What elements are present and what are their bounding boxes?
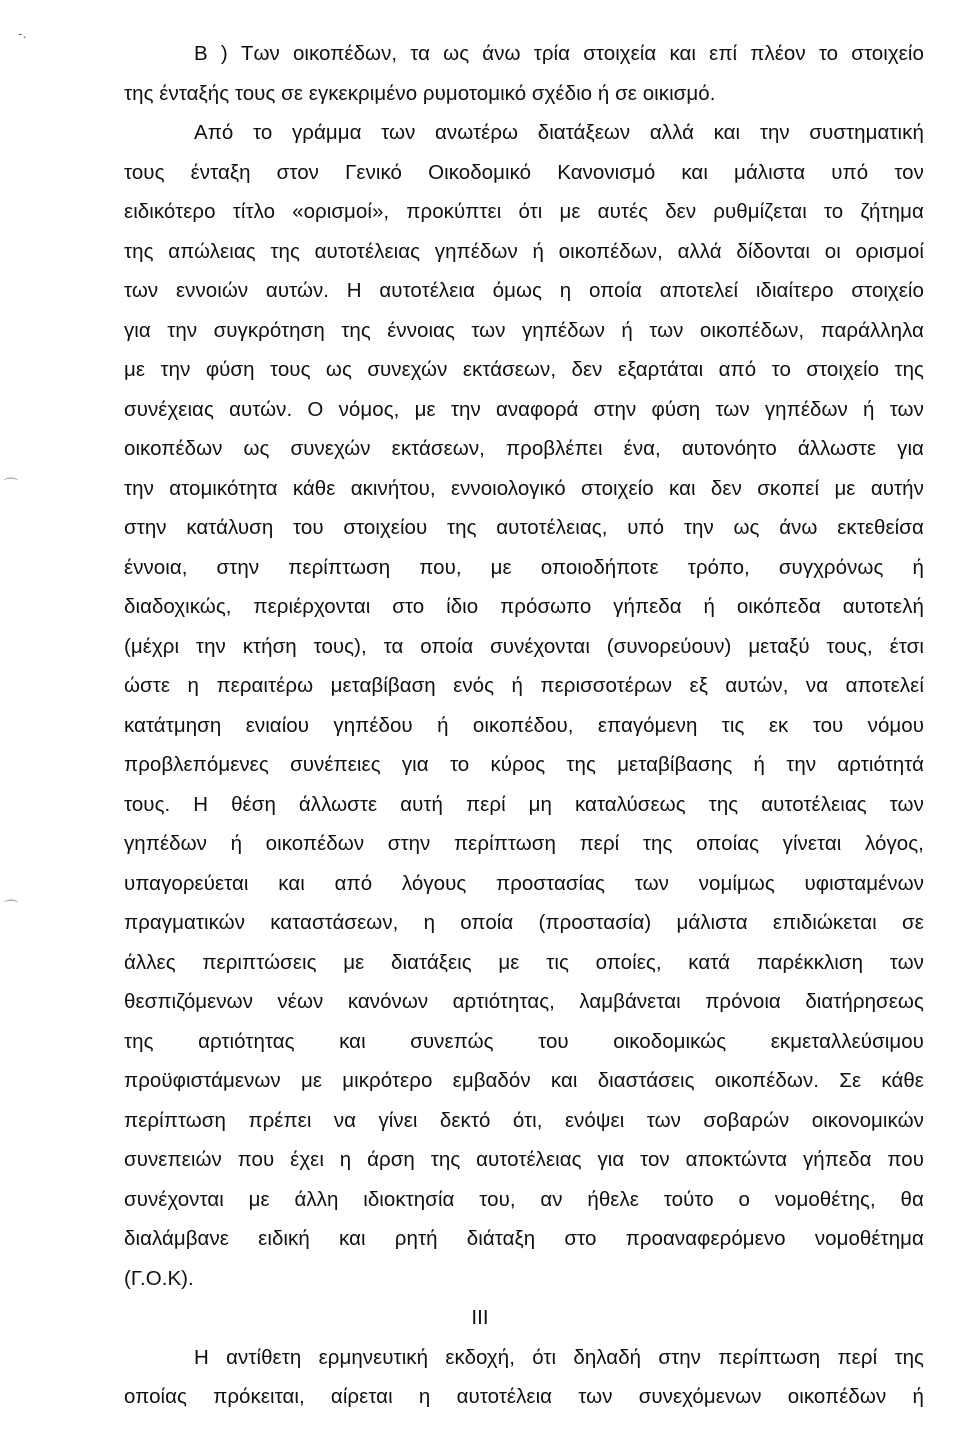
text-line: πραγματικών καταστάσεων, η οποία (προστασία) μάλιστα επιδιώκεται σε [124,911,924,934]
text-line: της αρτιότητας και συνεπώς του οικοδομικώς εκμεταλλεύσιμου [124,1030,924,1053]
scan-mark: ⌒ [4,477,18,493]
text-line: την ατομικότητα κάθε ακινήτου, εννοιολογικό στοιχείο και δεν σκοπεί με αυτήν [124,477,924,500]
scan-mark: ⌒ [4,899,18,915]
text-line: της απώλειας της αυτοτέλειας γηπέδων ή οικοπέδων, αλλά δίδονται οι ορισμοί [124,240,924,263]
text-line: έννοια, στην περίπτωση που, με οποιοδήποτε τρόπο, συγχρόνως ή [124,556,924,579]
section-heading: ΙΙΙ [471,1306,489,1329]
scan-mark: -. [18,25,27,41]
text-line: προβλεπόμενες συνέπειες για το κύρος της μεταβίβασης ή την αρτιότητά [124,753,924,776]
text-line: κατάτμηση ενιαίου γηπέδου ή οικοπέδου, επαγόμενη τις εκ του νόμου [124,714,924,737]
text-line: διαδοχικώς, περιέρχονται στο ίδιο πρόσωπο γήπεδα ή οικόπεδα αυτοτελή [124,595,924,618]
text-line: άλλες περιπτώσεις με διατάξεις με τις οποίες, κατά παρέκκλιση των [124,951,924,974]
text-line: τους ένταξη στον Γενικό Οικοδομικό Κανονισμό και μάλιστα υπό τον [124,161,924,184]
text-line: περίπτωση πρέπει να γίνει δεκτό ότι, ενόψει των σοβαρών οικονομικών [124,1109,924,1132]
text-line: Από το γράμμα των ανωτέρω διατάξεων αλλά και την συστηματική [194,121,924,144]
text-line: Η αντίθετη ερμηνευτική εκδοχή, ότι δηλαδή στην περίπτωση περί της [194,1346,924,1369]
text-line: οικοπέδων ως συνεχών εκτάσεων, προβλέπει ένα, αυτονόητο άλλωστε για [124,437,924,460]
text-line: ειδικότερο τίτλο «ορισμοί», προκύπτει ότι με αυτές δεν ρυθμίζεται το ζήτημα [124,200,924,223]
text-line: τους. Η θέση άλλωστε αυτή περί μη καταλύσεως της αυτοτέλειας των [124,793,924,816]
text-line: διαλάμβανε ειδική και ρητή διάταξη στο προαναφερόμενο νομοθέτημα [124,1227,924,1250]
text-line: γηπέδων ή οικοπέδων στην περίπτωση περί της οποίας γίνεται λόγος, [124,832,924,855]
text-line: B ) Των οικοπέδων, τα ως άνω τρία στοιχεία και επί πλέον το στοιχείο [194,42,924,65]
text-line: (Γ.Ο.Κ). [124,1267,194,1290]
text-line: οποίας πρόκειται, αίρεται η αυτοτέλεια των συνεχόμενων οικοπέδων ή [124,1385,924,1408]
text-line: της ένταξής τους σε εγκεκριμένο ρυμοτομικό σχέδιο ή σε οικισμό. [124,82,716,105]
text-line: υπαγορεύεται και από λόγους προστασίας των νομίμως υφισταμένων [124,872,924,895]
text-line: των εννοιών αυτών. Η αυτοτέλεια όμως η οποία αποτελεί ιδιαίτερο στοιχείο [124,279,924,302]
text-line: συνέχονται με άλλη ιδιοκτησία του, αν ήθελε τούτο ο νομοθέτης, θα [124,1188,924,1211]
text-line: προϋφιστάμενων με μικρότερο εμβαδόν και διαστάσεις οικοπέδων. Σε κάθε [124,1069,924,1092]
text-line: ώστε η περαιτέρω μεταβίβαση ενός ή περισσοτέρων εξ αυτών, να αποτελεί [124,674,924,697]
text-line: (μέχρι την κτήση τους), τα οποία συνέχονται (συνορεύουν) μεταξύ τους, έτσι [124,635,924,658]
text-line: συνεπειών που έχει η άρση της αυτοτέλειας για τον αποκτώντα γήπεδα που [124,1148,924,1171]
text-line: θεσπιζόμενων νέων κανόνων αρτιότητας, λαμβάνεται πρόνοια διατήρησεως [124,990,924,1013]
text-line: με την φύση τους ως συνεχών εκτάσεων, δεν εξαρτάται από το στοιχείο της [124,358,924,381]
text-line: στην κατάλυση του στοιχείου της αυτοτέλειας, υπό την ως άνω εκτεθείσα [124,516,924,539]
text-line: για την συγκρότηση της έννοιας των γηπέδων ή των οικοπέδων, παράλληλα [124,319,924,342]
text-line: συνέχειας αυτών. Ο νόμος, με την αναφορά στην φύση των γηπέδων ή των [124,398,924,421]
